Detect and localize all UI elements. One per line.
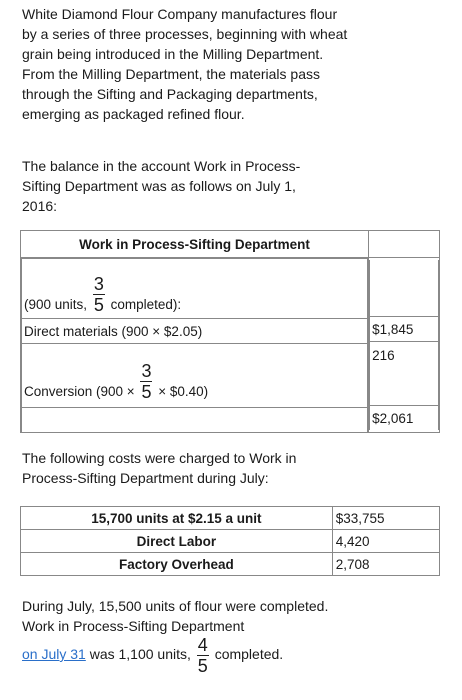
- balance-intro-paragraph: The balance in the account Work in Process-Sifting Department was as follows on July 1, 2016:: [22, 158, 301, 214]
- date-link[interactable]: on July 31: [22, 646, 86, 663]
- fraction-three-fifths: $\frac{3}{5}$: [93, 274, 104, 315]
- costs-table: [20, 506, 440, 576]
- units-row: (900 units, $\frac{3}{5}$ completed):: [22, 259, 368, 319]
- conversion-row: Conversion (900 × $\frac{3}{5}$ × $0.40): [22, 344, 368, 408]
- table-row: Factory Overhead 2,708: [21, 553, 440, 576]
- direct-materials-label: Direct materials (900 × $2.05): [22, 319, 368, 344]
- direct-materials-amount: $1,845: [370, 317, 439, 342]
- costs-intro-paragraph: The following costs were charged to Work in Process-Sifting Department during July:: [22, 450, 297, 486]
- intro-paragraph: White Diamond Flour Company manufactures flour by a series of three processes, beginning with wheat grain being introduced in the Milling Department. From the Milling Department, the materials pass through the Sifting and Packaging departments, emerging as packaged refined flour.: [22, 6, 348, 122]
- closing-paragraph: During July, 15,500 units of flour were completed. Work in Process-Sifting Department on July 31 was 1,100 units, $\frac{4}{5}$ completed.: [22, 598, 329, 676]
- fraction-four-fifths: $\frac{4}{5}$: [197, 635, 208, 676]
- table-row: Direct Labor 4,420: [21, 530, 440, 553]
- account-title: Work in Process-Sifting Department: [21, 231, 369, 258]
- conversion-amount: 216: [370, 342, 439, 406]
- table-row: 15,700 units at $2.15 a unit $33,755: [21, 507, 440, 530]
- account-table: [20, 230, 440, 433]
- total-amount: $2,061: [370, 406, 439, 431]
- fraction-three-fifths: $\frac{3}{5}$: [141, 361, 152, 402]
